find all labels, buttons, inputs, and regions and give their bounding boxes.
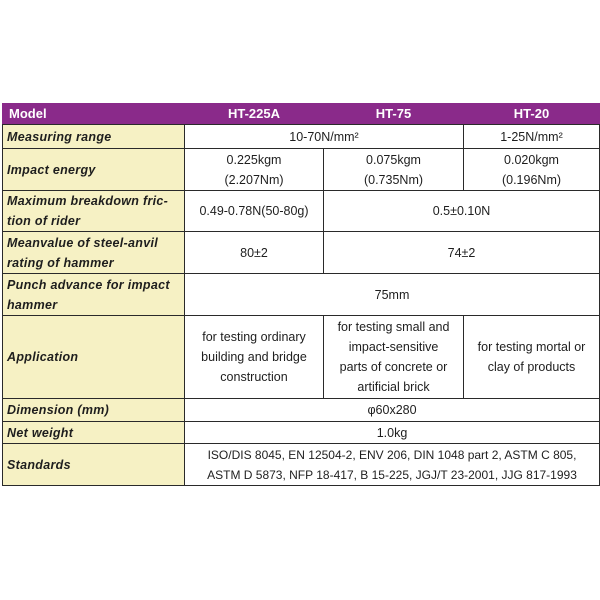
- row-standards: [3, 444, 600, 486]
- value-application-ht225a: [185, 316, 324, 399]
- label-impact-energy: Impact energy: [3, 149, 185, 191]
- row-dimension: [3, 399, 600, 422]
- standards-line1: ISO/DIS 8045, EN 12504-2, ENV 206, DIN 1048 part 2, ASTM C 805,: [207, 447, 577, 462]
- value-measuring-range-ht225a-ht75: 10-70N/mm²: [185, 125, 464, 149]
- row-measuring-range: [3, 125, 600, 149]
- label-punch-advance-line2: hammer: [7, 297, 58, 312]
- standards-line2: ASTM D 5873, NFP 18-417, B 15-225, JGJ/T 23-2001, JJG 817-1993: [207, 467, 577, 482]
- impact-energy-ht20-kgm: 0.020kgm: [504, 152, 559, 167]
- row-punch-advance: [3, 274, 600, 316]
- row-net-weight: [3, 422, 600, 444]
- header-model: Model: [3, 104, 185, 125]
- label-measuring-range: Measuring range: [3, 125, 185, 149]
- value-anvil-rating-ht225a: 80±2: [185, 232, 324, 274]
- value-anvil-rating-ht75-ht20: 74±2: [324, 232, 600, 274]
- label-application: Application: [3, 316, 185, 399]
- header-ht-75: HT-75: [324, 104, 464, 125]
- row-anvil-rating: [3, 232, 600, 274]
- application-ht225a-line1: for testing ordinary: [202, 330, 306, 344]
- value-application-ht75: [324, 316, 464, 399]
- label-anvil-rating-line2: rating of hammer: [7, 255, 114, 270]
- value-impact-energy-ht225a: [185, 149, 324, 191]
- label-standards: Standards: [3, 444, 185, 486]
- label-anvil-rating: [3, 232, 185, 274]
- label-punch-advance: [3, 274, 185, 316]
- impact-energy-ht20-nm: (0.196Nm): [501, 172, 562, 187]
- value-punch-advance: 75mm: [185, 274, 600, 316]
- value-application-ht20: [464, 316, 600, 399]
- value-dimension: φ60x280: [185, 399, 600, 422]
- header-ht-20: HT-20: [464, 104, 600, 125]
- label-anvil-rating-line1: Meanvalue of steel-anvil: [7, 235, 158, 250]
- impact-energy-ht225a-nm: (2.207Nm): [224, 172, 284, 187]
- value-breakdown-friction-ht225a: 0.49-0.78N(50-80g): [185, 191, 324, 232]
- application-ht75-line2: impact-sensitive: [348, 340, 439, 354]
- value-measuring-range-ht20: 1-25N/mm²: [464, 125, 600, 149]
- value-standards: [185, 444, 600, 486]
- application-ht75-line4: artificial brick: [357, 380, 430, 394]
- application-ht75-line1: for testing small and: [337, 320, 450, 334]
- specification-table: [2, 103, 600, 486]
- value-breakdown-friction-ht75-ht20: 0.5±0.10N: [324, 191, 600, 232]
- row-breakdown-friction: [3, 191, 600, 232]
- value-impact-energy-ht75: [324, 149, 464, 191]
- application-ht20-line1: for testing mortal or: [477, 340, 586, 354]
- impact-energy-ht75-kgm: 0.075kgm: [366, 152, 421, 167]
- header-ht-225a: HT-225A: [185, 104, 324, 125]
- label-dimension: Dimension (mm): [3, 399, 185, 422]
- value-net-weight: 1.0kg: [185, 422, 600, 444]
- value-impact-energy-ht20: [464, 149, 600, 191]
- application-ht20-line2: clay of products: [487, 360, 576, 374]
- label-punch-advance-line1: Punch advance for impact: [7, 277, 170, 292]
- header-row: [3, 104, 600, 125]
- application-ht225a-line2: building and bridge: [201, 350, 307, 364]
- impact-energy-ht75-nm: (0.735Nm): [363, 172, 424, 187]
- application-ht75-line3: parts of concrete or: [339, 360, 448, 374]
- label-breakdown-friction-line2: tion of rider: [7, 214, 81, 228]
- row-impact-energy: [3, 149, 600, 191]
- label-net-weight: Net weight: [3, 422, 185, 444]
- row-application: [3, 316, 600, 399]
- impact-energy-ht225a-kgm: 0.225kgm: [226, 152, 282, 167]
- label-breakdown-friction: [3, 191, 185, 232]
- application-ht225a-line3: construction: [220, 370, 288, 384]
- label-breakdown-friction-line1: Maximum breakdown fric-: [7, 194, 169, 208]
